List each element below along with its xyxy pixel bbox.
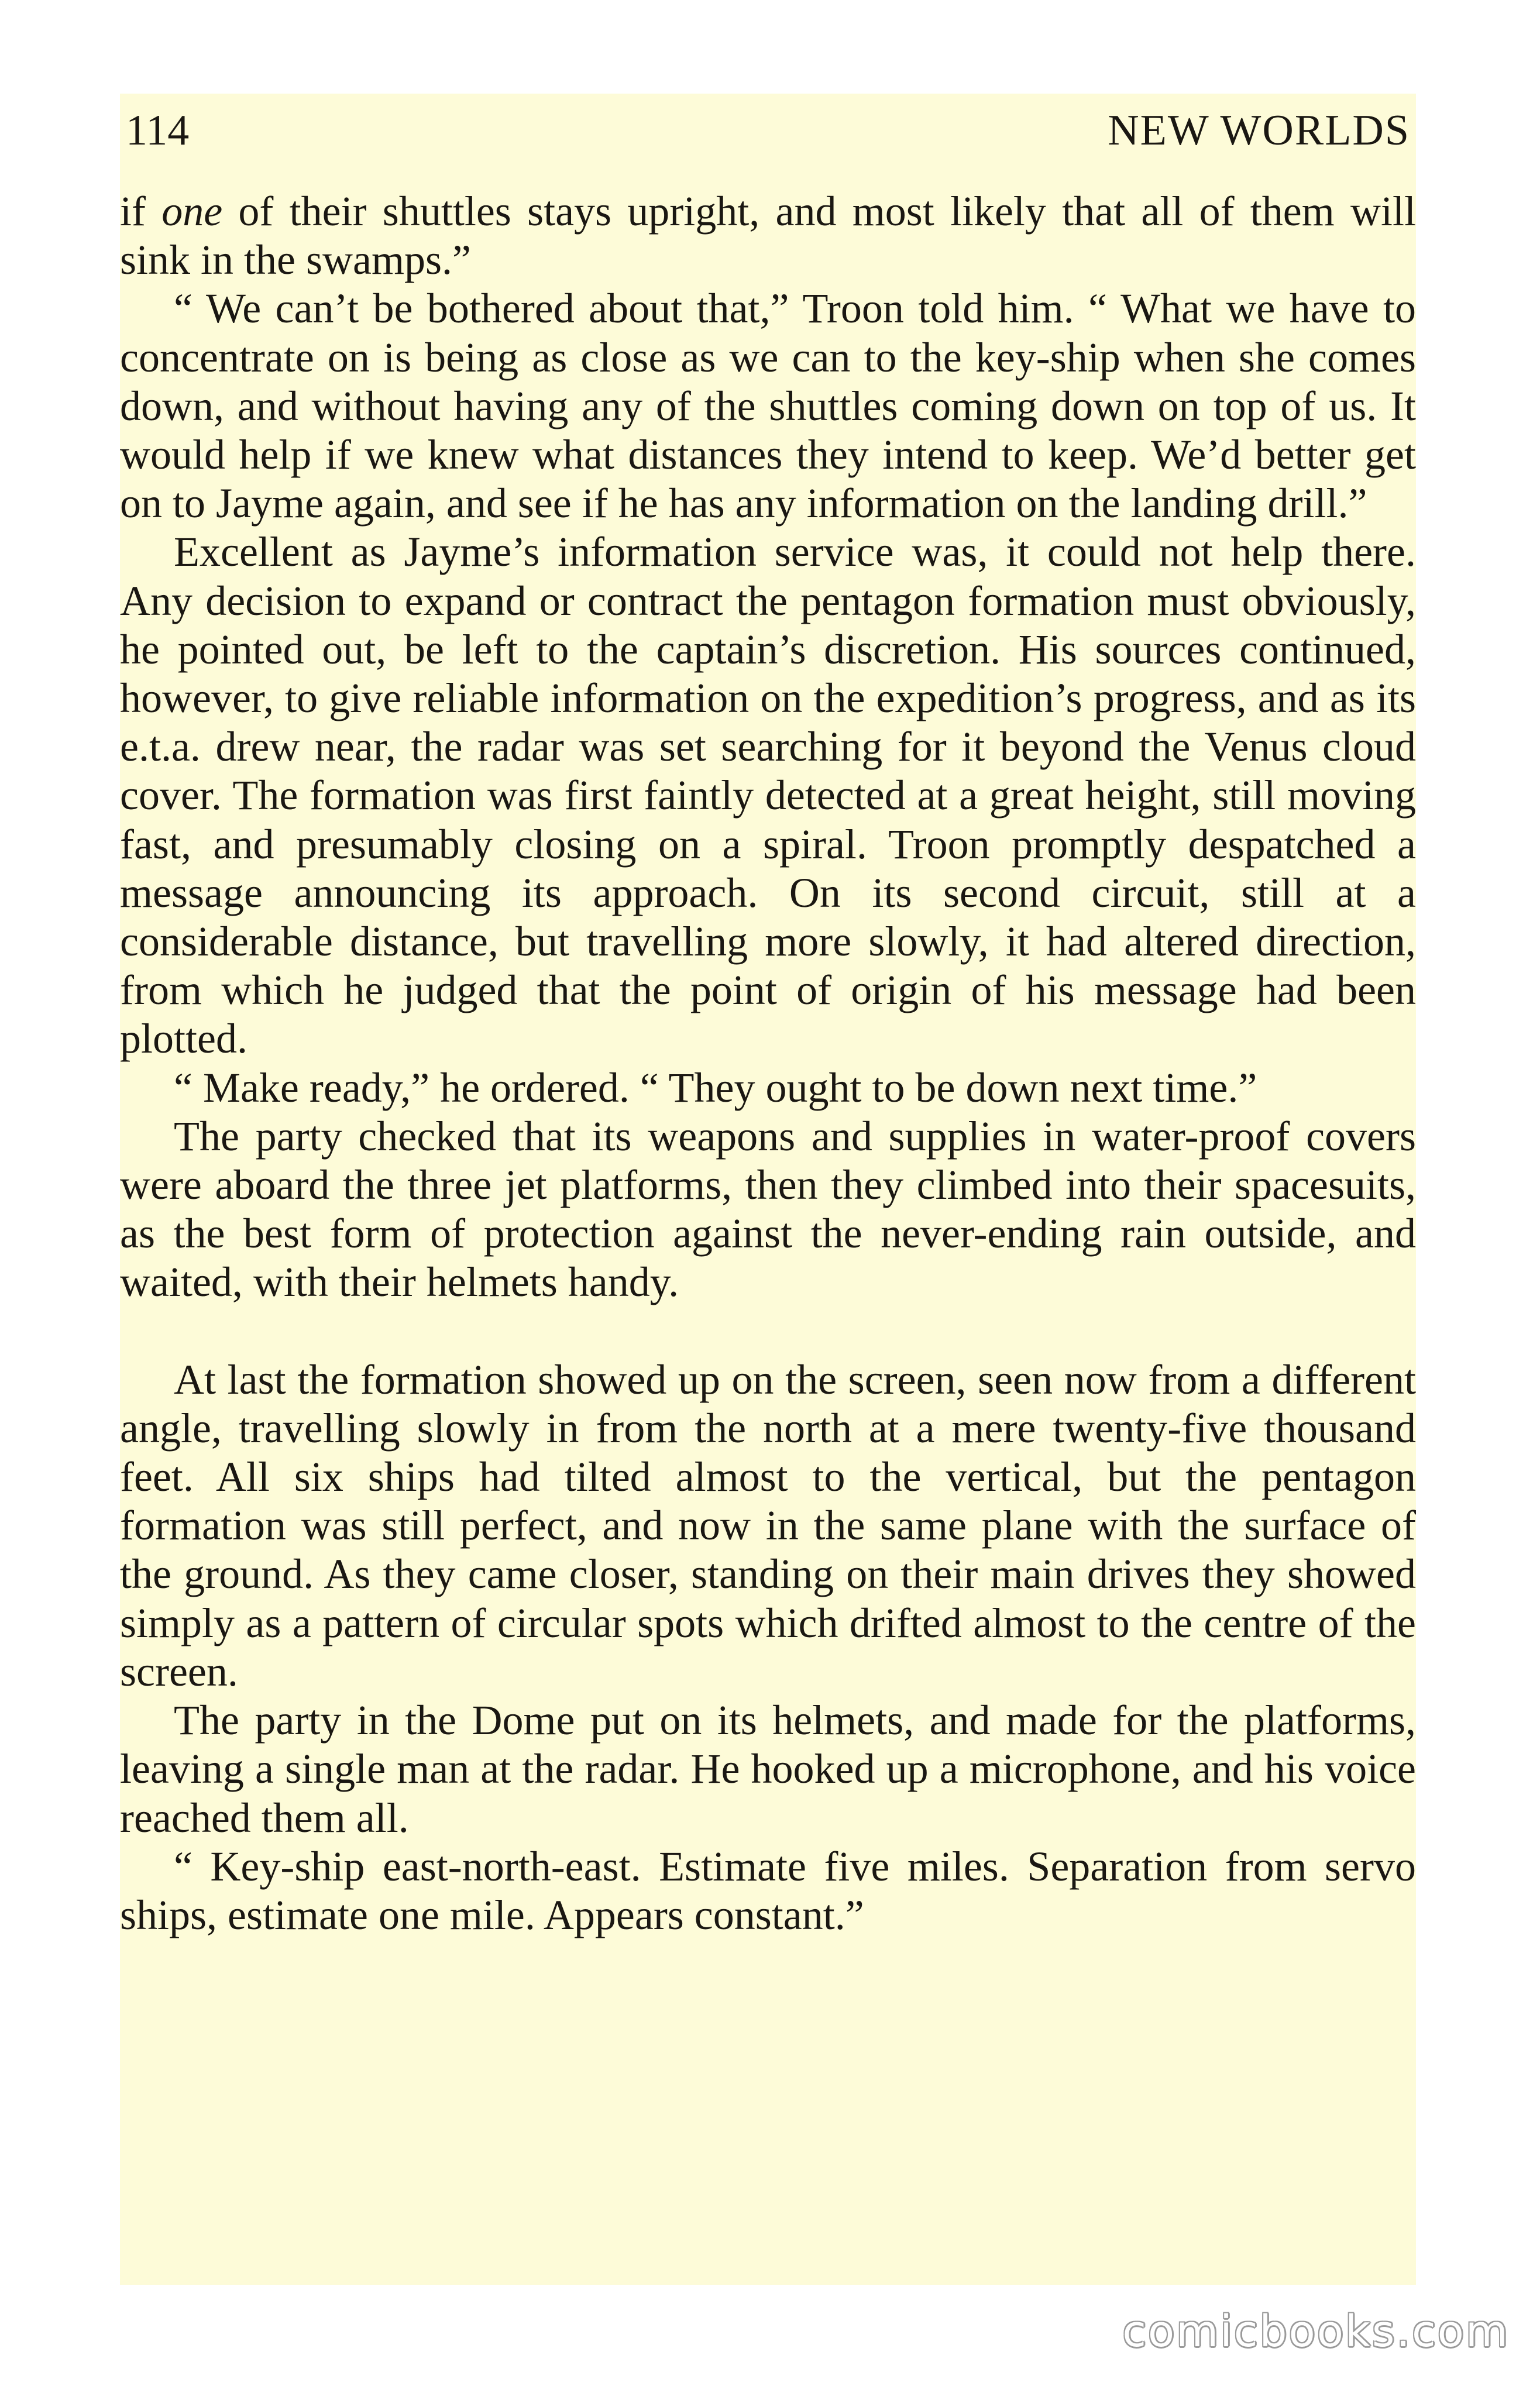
paragraph: Excellent as Jayme’s information service was, it could not help there. Any decision to expand or contract the pentagon formation must obviously, he pointed out, be left to the captain’s discretion. His sources continued, however, to give reliable information on the expedition’s progress, and as its e.t.a. drew near, the radar was set searching for it beyond the Venus cloud cover. The formation was first faintly detected at a great height, still moving fast, and presumably closing on a spiral. Troon promptly despatched a message announcing its approach. On its second circuit, still at a considerable distance, but travelling more slowly, it had altered direction, from which he judged that the point of origin of his message had been plotted. — [120, 528, 1416, 1063]
paragraph: At last the formation showed up on the screen, seen now from a different angle, travelling slowly in from the north at a mere twenty-five thousand feet. All six ships had tilted almost to the vertical, but the pentagon formation was still perfect, and now in the same plane with the surface of the ground. As they came closer, standing on their main drives they showed simply as a pattern of circular spots which drifted almost to the centre of the screen. — [120, 1356, 1416, 1695]
page-number: 114 — [126, 106, 190, 154]
paragraph-text-before: if — [120, 188, 162, 235]
section-break — [120, 1307, 1416, 1356]
emphasized-word: one — [161, 188, 223, 235]
paragraph-dialogue: “ Make ready,” he ordered. “ They ought to be down next time.” — [174, 1064, 1257, 1111]
page-header — [126, 98, 1410, 163]
body-text — [120, 187, 1416, 1940]
paragraph: The party in the Dome put on its helmets, and made for the platforms, leaving a single man at the radar. He hooked up a microphone, and his voice reached them all. — [120, 1697, 1416, 1841]
site-watermark: comicbooks.com — [1122, 2306, 1510, 2357]
paragraph-dialogue: “ Key-ship east-north-east. Estimate five miles. Separation from servo ships, estimate one mile. Appears constant.” — [120, 1842, 1416, 1938]
paragraph-dialogue: “ We can’t be bothered about that,” Troon told him. “ What we have to concentrate on is being as close as we can to the key-ship when she comes down, and without having any of the shuttles coming down on top of us. It would help if we knew what distances they intend to keep. We’d better get on to Jayme again, and see if he has any information on the landing drill.” — [120, 285, 1416, 527]
paragraph: The party checked that its weapons and supplies in water-proof covers were aboard the three jet platforms, then they climbed into their spacesuits, as the best form of protection against the never-ending rain outside, and waited, with their helmets handy. — [120, 1112, 1416, 1306]
running-head: NEW WORLDS — [1108, 106, 1410, 154]
paragraph-text-after: of their shuttles stays upright, and most likely that all of them will sink in the swamps.” — [120, 188, 1416, 284]
paragraph-continued — [120, 187, 1416, 284]
book-page — [120, 94, 1416, 2285]
